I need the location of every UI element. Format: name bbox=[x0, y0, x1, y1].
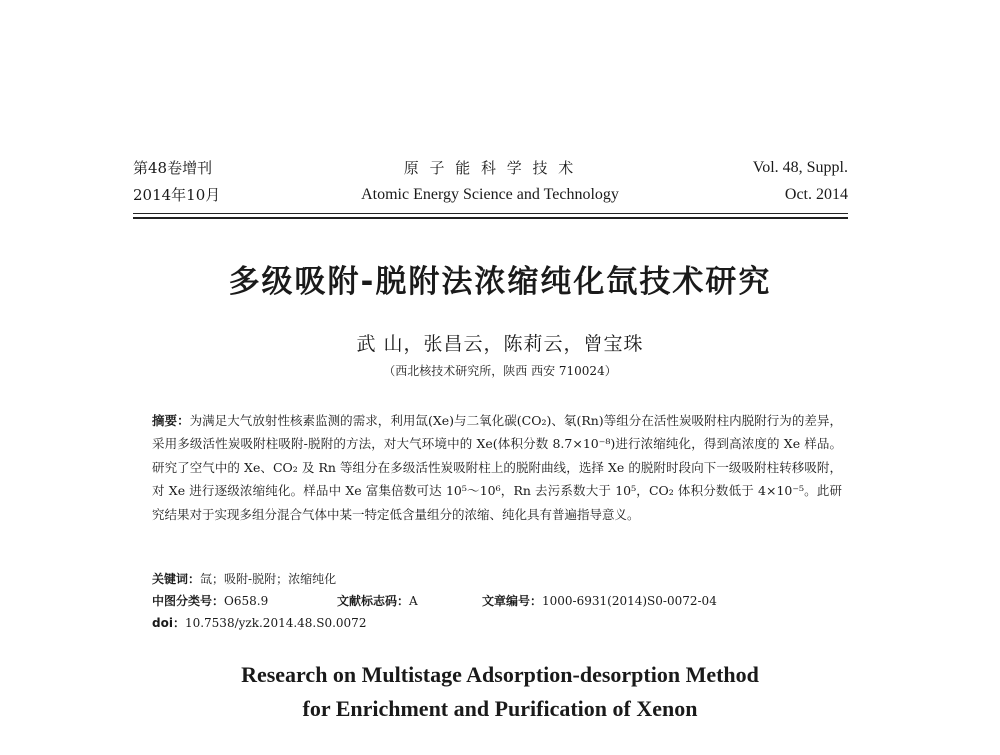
journal-name-cn: 原 子 能 科 学 技 术 bbox=[403, 159, 577, 177]
doi: 10.7538/yzk.2014.48.S0.0072 bbox=[184, 616, 367, 630]
article-number-label: 文章编号： bbox=[482, 594, 543, 608]
article-title-en-line2: for Enrichment and Purification of Xenon bbox=[302, 696, 698, 721]
article-number-line bbox=[482, 592, 717, 609]
header-rule-thick bbox=[133, 217, 848, 219]
article-title-cn: 多级吸附-脱附法浓缩纯化氙技术研究 bbox=[228, 264, 772, 300]
doi-line bbox=[152, 614, 366, 631]
affiliation: （西北核技术研究所，陕西 西安 710024） bbox=[383, 364, 617, 378]
keywords: 氙；吸附-脱附；浓缩纯化 bbox=[200, 572, 337, 586]
authors: 武 山，张昌云，陈莉云，曾宝珠 bbox=[356, 333, 644, 355]
journal-name-en: Atomic Energy Science and Technology bbox=[361, 186, 619, 203]
date-cn: 2014年10月 bbox=[133, 186, 221, 204]
volume-en: Vol. 48, Suppl. bbox=[752, 159, 848, 176]
abstract-label: 摘要： bbox=[152, 413, 190, 428]
clc-label: 中图分类号： bbox=[152, 594, 225, 608]
article-title-en-line1: Research on Multistage Adsorption-desorption Method bbox=[241, 662, 759, 687]
keywords-label: 关键词： bbox=[152, 572, 201, 586]
header-rule-thin bbox=[133, 213, 848, 214]
clc-number: O658.9 bbox=[224, 594, 269, 608]
doc-code: A bbox=[409, 594, 418, 608]
keywords-line bbox=[152, 570, 336, 587]
abstract-text: 为满足大气放射性核素监测的需求，利用氙(Xe)与二氧化碳(CO₂)、氡(Rn)等组分在活性炭吸附柱内脱附行为的差异，采用多级活性炭吸附柱吸附-脱附的方法，对大气环境中的 Xe(体积分数 8.7×10⁻⁸)进行浓缩纯化，得到高浓度的 Xe 样品。研究了空气中的 Xe、CO₂ 及 Rn 等组分在多级活性炭吸附柱上的脱附曲线，选择 Xe 的脱附时段向下一级吸附柱转移吸附，对 Xe 进行逐级浓缩纯化。样品中 Xe 富集倍数可达 10⁵～10⁶，Rn 去污系数大于 10⁵，CO₂ 体积分数低于 4×10⁻⁵。此研究结果对于实现多组分混合气体中某一特定低含量组分的浓缩、纯化具有普遍指导意义。 bbox=[152, 413, 842, 522]
doc-code-line bbox=[337, 592, 418, 609]
abstract bbox=[152, 409, 842, 526]
doc-code-label: 文献标志码： bbox=[337, 594, 410, 608]
article-number: 1000-6931(2014)S0-0072-04 bbox=[542, 594, 717, 608]
clc-line bbox=[152, 592, 268, 609]
volume-cn: 第48卷增刊 bbox=[133, 159, 213, 177]
doi-label: doi： bbox=[152, 616, 185, 630]
date-en: Oct. 2014 bbox=[784, 186, 848, 203]
